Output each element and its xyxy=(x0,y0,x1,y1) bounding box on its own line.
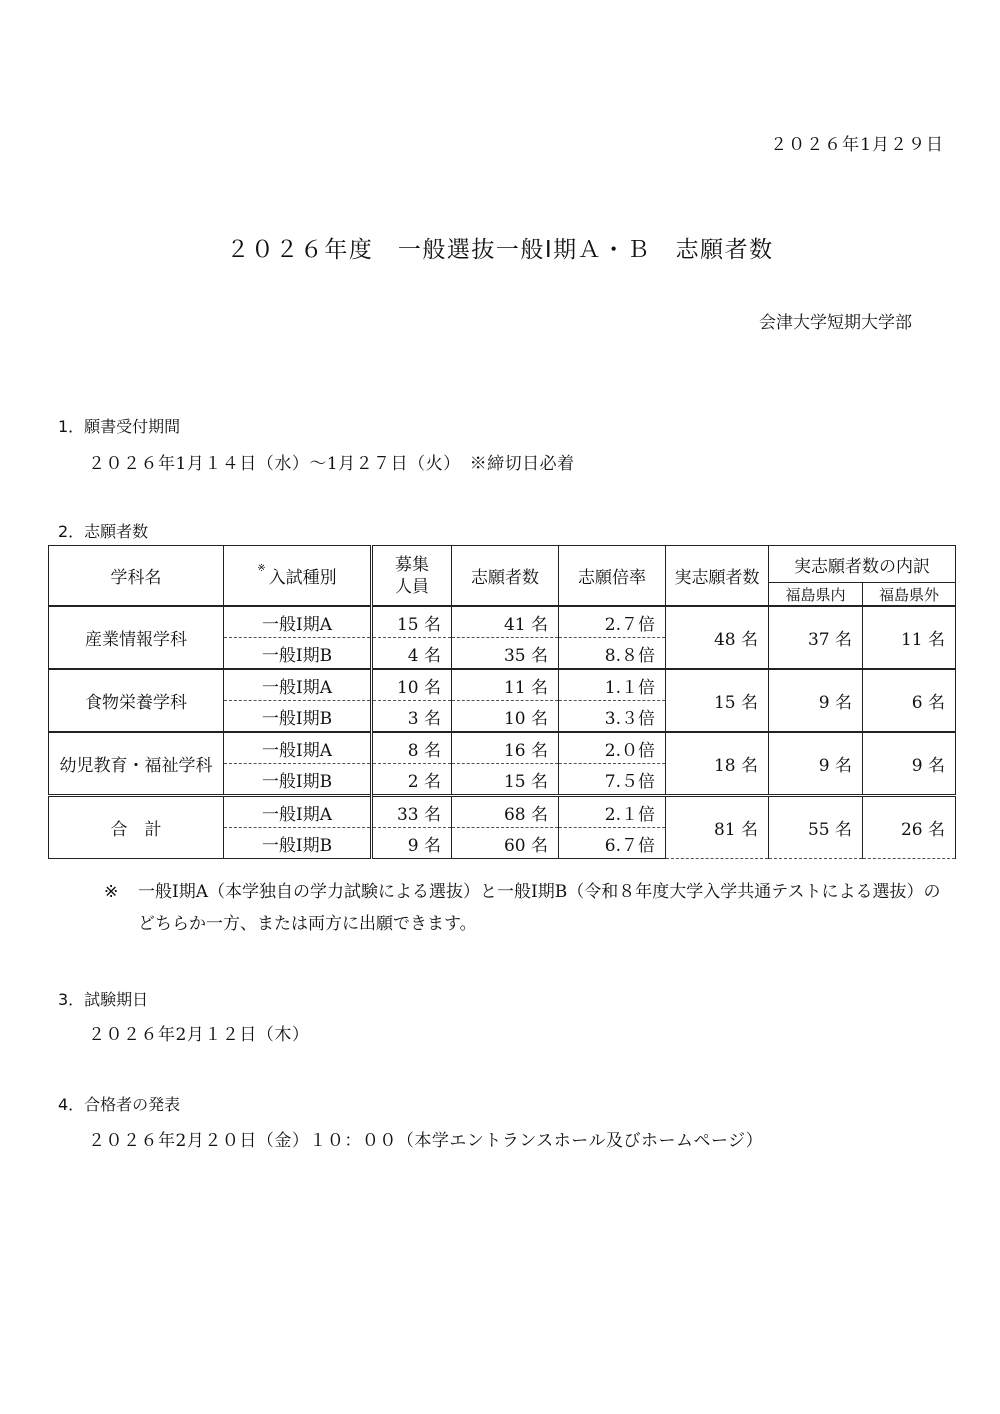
ratio-cell: 2.０倍 xyxy=(559,732,666,764)
section-heading-results: 4．合格者の発表 xyxy=(58,1095,181,1114)
document-date: ２０２６年1月２９日 xyxy=(770,135,944,155)
ratio-cell: 3.３倍 xyxy=(559,701,666,733)
quota-cell: 10 名 xyxy=(372,669,452,701)
header-exam-mark: ※ xyxy=(257,563,266,574)
header-actual: 実志願者数 xyxy=(666,546,769,607)
applicants-cell: 41 名 xyxy=(452,606,559,638)
ratio-cell: 7.５倍 xyxy=(559,764,666,796)
ratio-cell: 2.１倍 xyxy=(559,796,666,828)
quota-cell: 2 名 xyxy=(372,764,452,796)
applicants-cell: 68 名 xyxy=(452,796,559,828)
outside-fukushima-cell: 9 名 xyxy=(863,732,956,796)
results-text: ２０２６年2月２０日（金）１０：００（本学エントランスホール及びホームページ） xyxy=(88,1131,764,1151)
header-breakdown: 実志願者数の内訳 xyxy=(769,546,956,583)
document-title: ２０２６年度 一般選抜一般Ⅰ期Ａ・Ｂ 志願者数 xyxy=(226,237,774,263)
section-heading-exam-date: 3．試験期日 xyxy=(58,990,149,1009)
exam-type-cell: 一般Ⅰ期A xyxy=(224,606,372,638)
inside-fukushima-cell: 55 名 xyxy=(769,796,863,859)
applicants-cell: 10 名 xyxy=(452,701,559,733)
quota-cell: 3 名 xyxy=(372,701,452,733)
ratio-cell: 8.８倍 xyxy=(559,638,666,670)
quota-cell: 4 名 xyxy=(372,638,452,670)
inside-fukushima-cell: 9 名 xyxy=(769,669,863,732)
section-heading-applicants: 2．志願者数 xyxy=(58,522,149,541)
header-exam-type xyxy=(224,546,372,607)
ratio-cell: 6.７倍 xyxy=(559,828,666,859)
table-row xyxy=(49,669,956,701)
inside-fukushima-cell: 37 名 xyxy=(769,606,863,669)
table-row xyxy=(49,796,956,828)
department-name: 合 計 xyxy=(49,796,224,859)
exam-type-cell: 一般Ⅰ期A xyxy=(224,669,372,701)
exam-date-text: ２０２６年2月１２日（木） xyxy=(88,1025,310,1045)
table-row xyxy=(49,606,956,638)
quota-cell: 33 名 xyxy=(372,796,452,828)
header-applicants: 志願者数 xyxy=(452,546,559,607)
note-mark: ※ xyxy=(104,882,119,902)
organization-name: 会津大学短期大学部 xyxy=(759,313,912,333)
applicants-table xyxy=(48,545,956,859)
header-exam-type-label: 入試種別 xyxy=(268,568,337,588)
ratio-cell: 1.１倍 xyxy=(559,669,666,701)
quota-cell: 8 名 xyxy=(372,732,452,764)
department-name: 幼児教育・福祉学科 xyxy=(49,732,224,796)
actual-applicants-cell: 81 名 xyxy=(666,796,769,859)
header-department: 学科名 xyxy=(49,546,224,607)
inside-fukushima-cell: 9 名 xyxy=(769,732,863,796)
actual-applicants-cell: 18 名 xyxy=(666,732,769,796)
exam-type-cell: 一般Ⅰ期A xyxy=(224,732,372,764)
outside-fukushima-cell: 11 名 xyxy=(863,606,956,669)
quota-cell: 9 名 xyxy=(372,828,452,859)
header-quota-line2: 人員 xyxy=(395,576,429,597)
exam-type-cell: 一般Ⅰ期A xyxy=(224,796,372,828)
exam-type-cell: 一般Ⅰ期B xyxy=(224,828,372,859)
exam-type-cell: 一般Ⅰ期B xyxy=(224,701,372,733)
actual-applicants-cell: 15 名 xyxy=(666,669,769,732)
applicants-cell: 35 名 xyxy=(452,638,559,670)
table-note xyxy=(104,876,954,940)
quota-cell: 15 名 xyxy=(372,606,452,638)
header-inside: 福島県内 xyxy=(769,583,863,607)
table-row xyxy=(49,732,956,764)
header-ratio: 志願倍率 xyxy=(559,546,666,607)
applicants-cell: 15 名 xyxy=(452,764,559,796)
section-heading-application-period: 1．願書受付期間 xyxy=(58,417,181,436)
applicants-cell: 16 名 xyxy=(452,732,559,764)
header-outside: 福島県外 xyxy=(863,583,956,607)
actual-applicants-cell: 48 名 xyxy=(666,606,769,669)
note-text: 一般Ⅰ期A（本学独自の学力試験による選抜）と一般Ⅰ期B（令和８年度大学入学共通テストによる選抜）のどちらか一方、または両方に出願できます。 xyxy=(138,882,941,934)
outside-fukushima-cell: 26 名 xyxy=(863,796,956,859)
applicants-cell: 60 名 xyxy=(452,828,559,859)
header-quota-line1: 募集 xyxy=(395,554,429,575)
application-period-text: ２０２６年1月１４日（水）～1月２７日（火） ※締切日必着 xyxy=(88,454,575,474)
outside-fukushima-cell: 6 名 xyxy=(863,669,956,732)
department-name: 産業情報学科 xyxy=(49,606,224,669)
ratio-cell: 2.７倍 xyxy=(559,606,666,638)
applicants-cell: 11 名 xyxy=(452,669,559,701)
header-quota xyxy=(372,546,452,607)
exam-type-cell: 一般Ⅰ期B xyxy=(224,764,372,796)
exam-type-cell: 一般Ⅰ期B xyxy=(224,638,372,670)
department-name: 食物栄養学科 xyxy=(49,669,224,732)
